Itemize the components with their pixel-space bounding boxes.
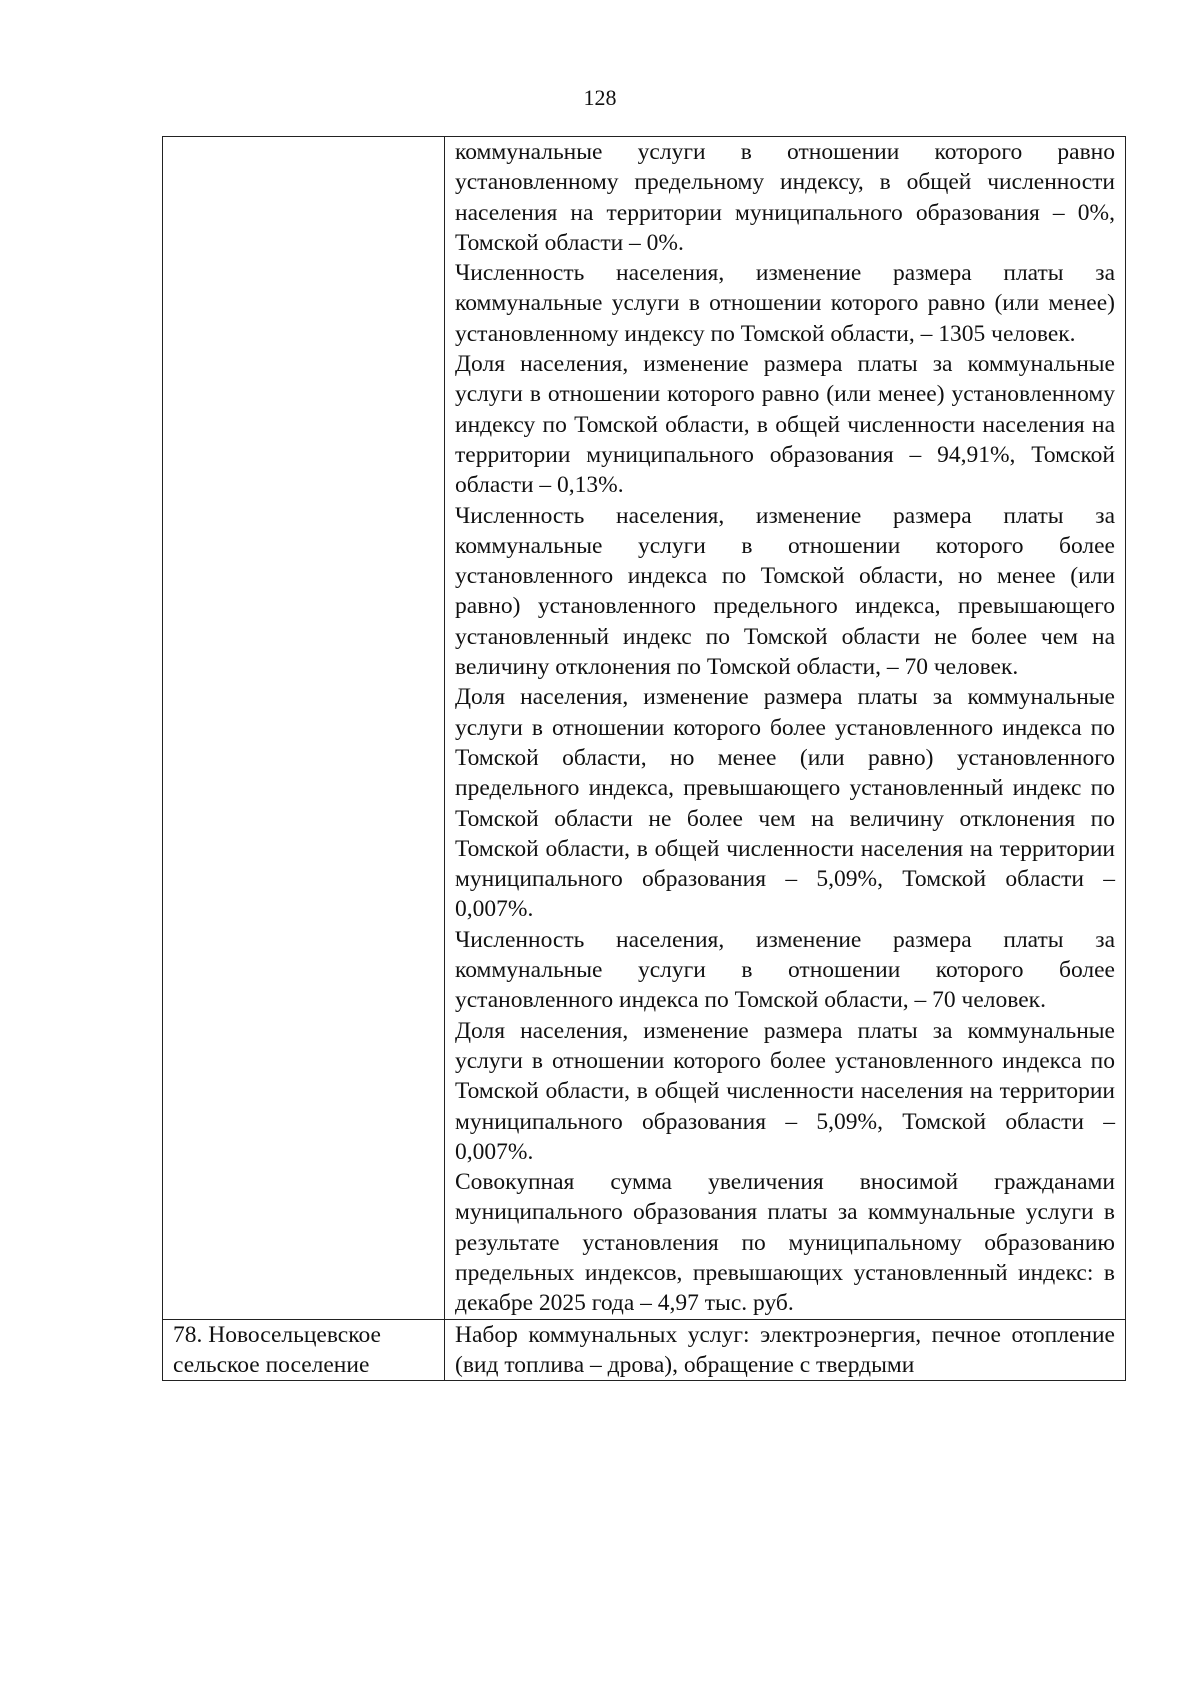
paragraph: Численность населения, изменение размера платы за коммунальные услуги в отношении которого более установленного индекса по Томской области, но менее (или равно) установленного предельного индекса, превышающего установленный индекс по Томской области не более чем на величину отклонения по Томской области, – 70 человек. (455, 502, 1115, 681)
table-row (163, 137, 1126, 1320)
municipality-cell (163, 137, 445, 1320)
paragraph: Численность населения, изменение размера платы за коммунальные услуги в отношении которого более установленного индекса по Томской области, – 70 человек. (455, 926, 1115, 1014)
page-number: 128 (583, 85, 617, 110)
table-row (163, 1319, 1126, 1381)
paragraph: Совокупная сумма увеличения вносимой гражданами муниципального образования платы за коммунальные услуги в результате установления по муниципальному образованию предельных индексов, превышающих установленный индекс: в декабре 2025 года – 4,97 тыс. руб. (455, 1169, 1115, 1317)
municipality-cell: 78. Новосельцевское сельское поселение (163, 1319, 445, 1381)
description-cell (445, 137, 1126, 1320)
paragraph: Набор коммунальных услуг: электроэнергия, печное отопление (вид топлива – дрова), обращение с твердыми (455, 1321, 1115, 1378)
paragraph: Доля населения, изменение размера платы за коммунальные услуги в отношении которого более установленного индекса по Томской области, но менее (или равно) установленного предельного индекса, превышающего установленный индекс по Томской области не более чем на величину отклонения по Томской области, в общей численности населения на территории муниципального образования – 5,09%, Томской области – 0,007%. (455, 684, 1115, 923)
paragraph: Доля населения, изменение размера платы за коммунальные услуги в отношении которого равно (или менее) установленному индексу по Томской области, в общей численности населения на территории муниципального образования – 94,91%, Томской области – 0,13%. (455, 351, 1115, 499)
paragraph: коммунальные услуги в отношении которого равно установленному предельному индексу, в общей численности населения на территории муниципального образования – 0%, Томской области – 0%. (455, 139, 1115, 256)
description-cell (445, 1319, 1126, 1381)
data-table (162, 136, 1126, 1381)
paragraph: Численность населения, изменение размера платы за коммунальные услуги в отношении которого равно (или менее) установленному индексу по Томской области, – 1305 человек. (455, 260, 1115, 347)
paragraph: Доля населения, изменение размера платы за коммунальные услуги в отношении которого более установленного индекса по Томской области, в общей численности населения на территории муниципального образования – 5,09%, Томской области – 0,007%. (455, 1017, 1115, 1165)
